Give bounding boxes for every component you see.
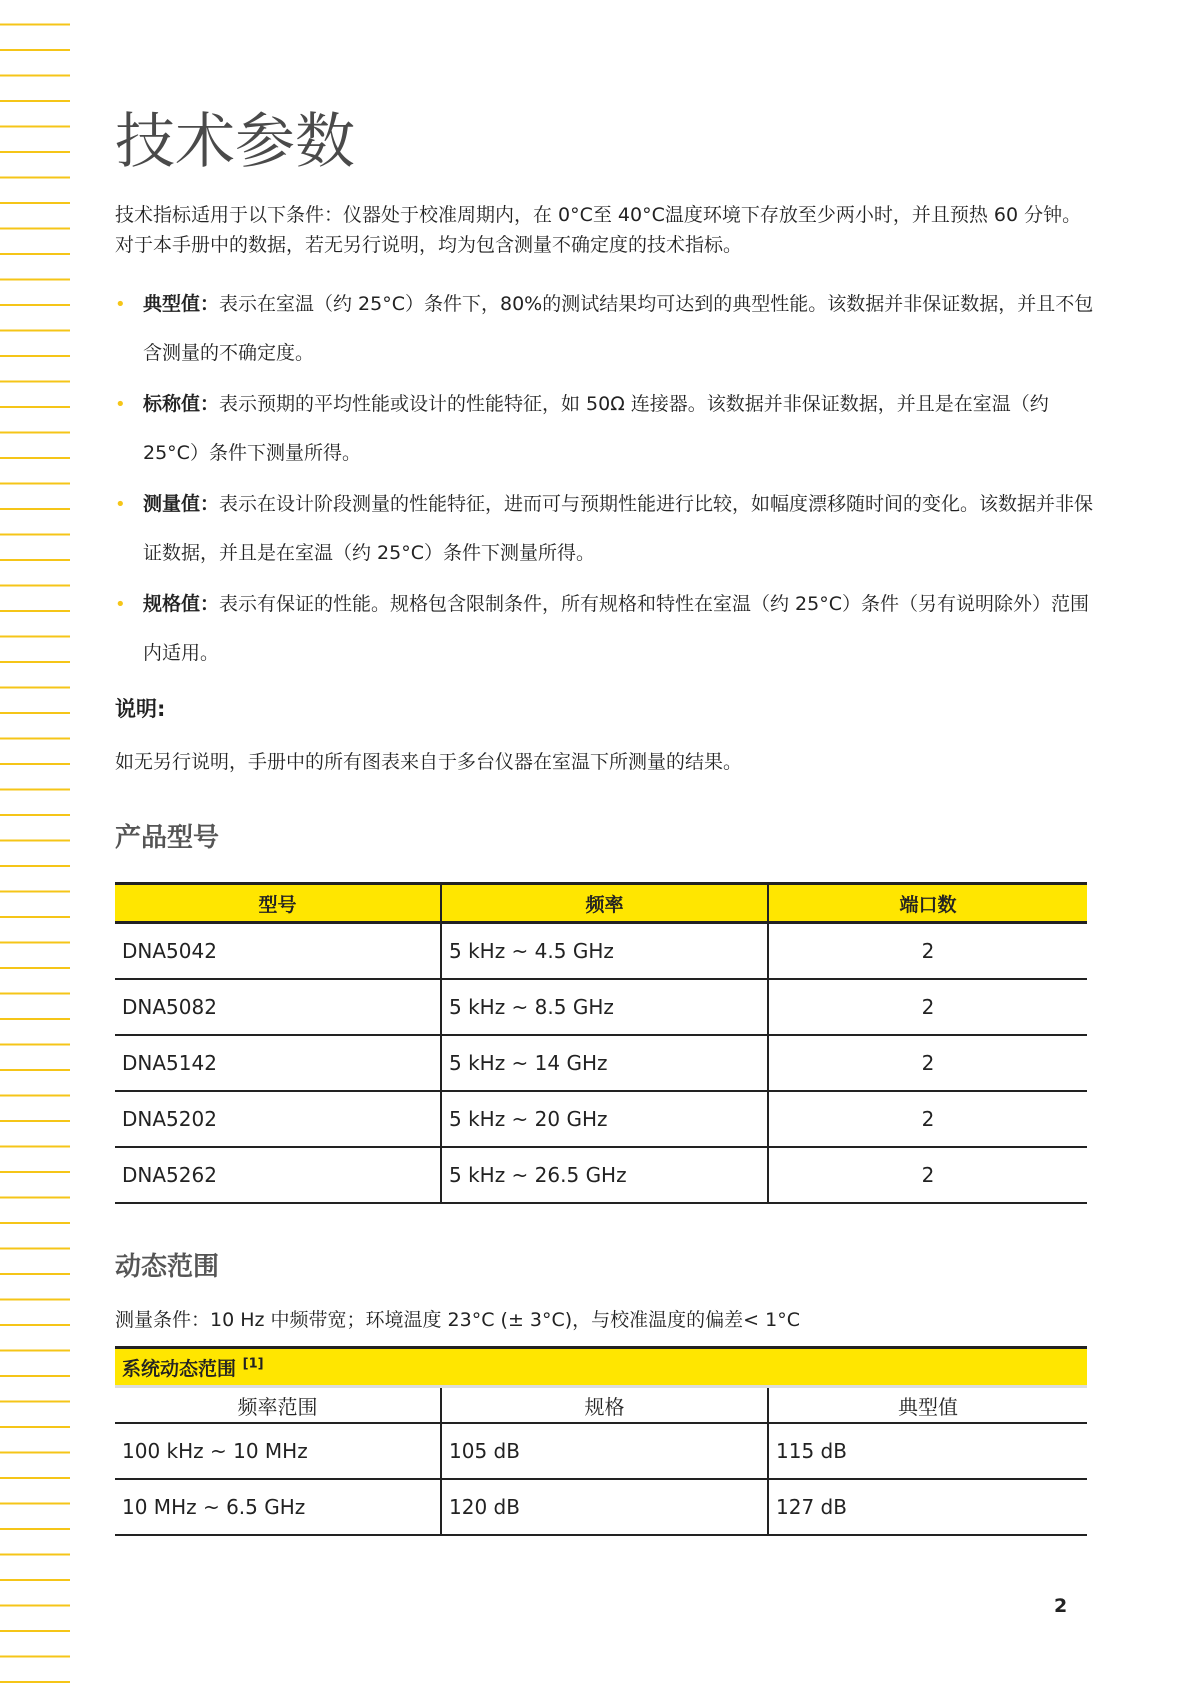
table-cell: 2: [768, 1091, 1087, 1147]
table-cell: DNA5262: [115, 1147, 441, 1203]
table-cell: 2: [768, 979, 1087, 1035]
table-cell: 120 dB: [441, 1479, 768, 1535]
note-heading: 说明:: [115, 697, 166, 721]
table-caption: [115, 1348, 1087, 1387]
table-cell: 115 dB: [768, 1423, 1087, 1479]
table-header-row: [115, 1387, 1087, 1424]
definition-term: 标称值：: [143, 393, 220, 415]
bullet-icon: •: [115, 294, 126, 315]
definition-text: 表示在室温（约 25°C）条件下，80%的测试结果均可达到的典型性能。该数据并非保证数据，并且不包含测量的不确定度。: [143, 293, 1094, 364]
table-row: [115, 1091, 1087, 1147]
bullet-icon: •: [115, 494, 126, 515]
table-cell: 2: [768, 923, 1087, 980]
table-cell: 5 kHz ~ 20 GHz: [441, 1091, 768, 1147]
definition-text: 表示预期的平均性能或设计的性能特征，如 50Ω 连接器。该数据并非保证数据，并且是在室温（约 25°C）条件下测量所得。: [143, 393, 1049, 464]
table-row: [115, 979, 1087, 1035]
table-cell: 5 kHz ~ 4.5 GHz: [441, 923, 768, 980]
definitions-list: [115, 280, 1095, 680]
page-title: 技术参数: [115, 107, 355, 177]
column-header-spec: 规格: [441, 1387, 768, 1424]
list-item: [115, 280, 1095, 378]
table-cell: DNA5202: [115, 1091, 441, 1147]
table-row: [115, 1479, 1087, 1535]
definition-term: 规格值：: [143, 593, 220, 615]
models-table: [115, 882, 1087, 1204]
list-item: [115, 380, 1095, 478]
list-item: [115, 580, 1095, 678]
table-caption-text: 系统动态范围: [122, 1357, 237, 1380]
table-header-row: [115, 884, 1087, 923]
bullet-icon: •: [115, 394, 126, 415]
table-cell: 2: [768, 1035, 1087, 1091]
table-cell: DNA5042: [115, 923, 441, 980]
measurement-conditions: 测量条件：10 Hz 中频带宽；环境温度 23°C (± 3°C)，与校准温度的偏差< 1°C: [115, 1309, 800, 1331]
intro-paragraph: 技术指标适用于以下条件：仪器处于校准周期内，在 0°C至 40°C温度环境下存放至少两小时，并且预热 60 分钟。对于本手册中的数据，若无另行说明，均为包含测量不确定度的技术指标。: [115, 204, 1082, 256]
column-header-typical: 典型值: [768, 1387, 1087, 1424]
footnote-ref: [1]: [242, 1356, 264, 1372]
table-caption-row: [115, 1348, 1087, 1387]
note-text: 如无另行说明，手册中的所有图表来自于多台仪器在室温下所测量的结果。: [115, 751, 743, 773]
table-cell: DNA5082: [115, 979, 441, 1035]
table-cell: 5 kHz ~ 14 GHz: [441, 1035, 768, 1091]
table-cell: 100 kHz ~ 10 MHz: [115, 1423, 441, 1479]
table-row: [115, 1423, 1087, 1479]
definition-text: 表示在设计阶段测量的性能特征，进而可与预期性能进行比较，如幅度漂移随时间的变化。该数据并非保证数据，并且是在室温（约 25°C）条件下测量所得。: [143, 493, 1094, 564]
models-heading: 产品型号: [115, 823, 220, 853]
table-cell: 105 dB: [441, 1423, 768, 1479]
table-cell: 5 kHz ~ 26.5 GHz: [441, 1147, 768, 1203]
definition-text: 表示有保证的性能。规格包含限制条件，所有规格和特性在室温（约 25°C）条件（另有说明除外）范围内适用。: [143, 593, 1090, 664]
table-cell: 127 dB: [768, 1479, 1087, 1535]
table-row: [115, 1035, 1087, 1091]
dynamic-range-table: [115, 1346, 1087, 1536]
table-cell: 2: [768, 1147, 1087, 1203]
page-number: 2: [1054, 1595, 1068, 1617]
column-header-ports: 端口数: [768, 884, 1087, 923]
table-row: [115, 923, 1087, 980]
table-cell: 5 kHz ~ 8.5 GHz: [441, 979, 768, 1035]
bullet-icon: •: [115, 594, 126, 615]
decorative-stripes: [0, 0, 70, 1696]
column-header-frequency-range: 频率范围: [115, 1387, 441, 1424]
definition-term: 测量值：: [143, 493, 220, 515]
table-cell: DNA5142: [115, 1035, 441, 1091]
list-item: [115, 480, 1095, 578]
table-row: [115, 1147, 1087, 1203]
dynamic-range-heading: 动态范围: [115, 1252, 220, 1282]
column-header-model: 型号: [115, 884, 441, 923]
table-cell: 10 MHz ~ 6.5 GHz: [115, 1479, 441, 1535]
column-header-frequency: 频率: [441, 884, 768, 923]
definition-term: 典型值：: [143, 293, 220, 315]
